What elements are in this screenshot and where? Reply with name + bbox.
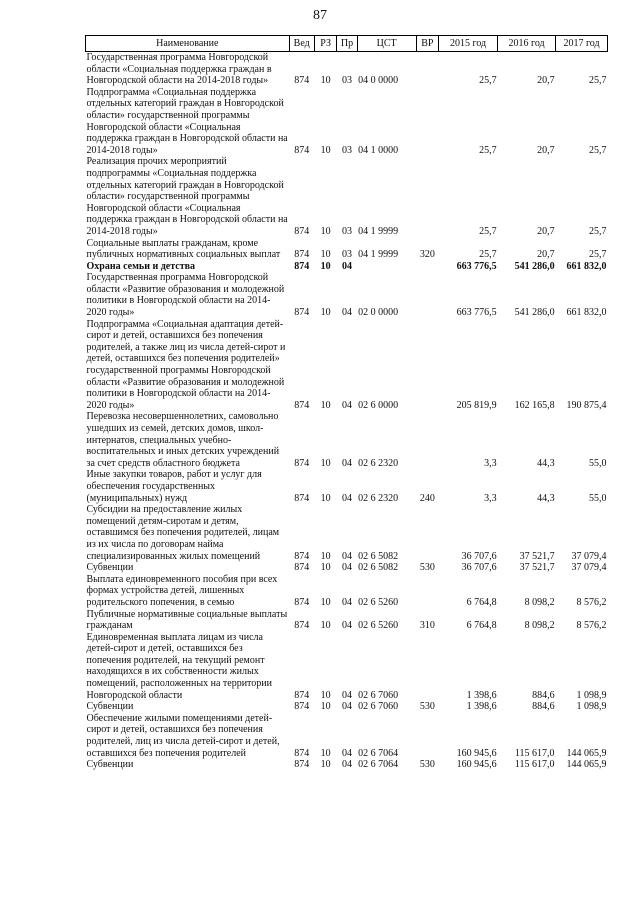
cell-2015: 3,3 (484, 492, 497, 504)
cell-cst (357, 261, 416, 273)
cell-vr (416, 319, 438, 412)
cell-vr (416, 504, 438, 562)
cell-2015: 160 945,6 (456, 747, 497, 759)
cell-pr: 04 (341, 562, 352, 574)
cell-ved: 874 (294, 492, 310, 504)
cell-2017: 661 832,0 (566, 307, 607, 319)
table-row (86, 713, 608, 759)
cell-2017: 25,7 (589, 75, 607, 87)
cell-2017: 55,0 (589, 492, 607, 504)
cell-ved: 874 (294, 307, 310, 319)
cell-2017: 55,0 (589, 457, 607, 469)
cell-2015: 1 398,6 (466, 701, 497, 713)
cell-pr: 04 (341, 596, 352, 608)
cell-2016: 44,3 (537, 457, 555, 469)
table-row (86, 574, 608, 609)
cell-cst: 02 6 7064 (358, 759, 399, 771)
cell-2016: 44,3 (537, 492, 555, 504)
cell-cst: 04 1 0000 (358, 144, 399, 156)
cell-2016: 8 098,2 (524, 620, 555, 632)
cell-rz: 10 (320, 759, 331, 771)
cell-rz: 10 (320, 620, 331, 632)
table-body (86, 52, 608, 771)
cell-name: Реализация прочих мероприятий подпрограммы «Социальная поддержка отдельных категорий граждан в Новгородской области» государственной программы Новгородской области «Социальная поддержка граждан в Новгородской области на 2014-2018 годы» (86, 156, 288, 237)
table-row (86, 238, 608, 261)
cell-ved: 874 (294, 75, 310, 87)
cell-cst: 02 6 7060 (358, 689, 399, 701)
cell-pr: 04 (341, 689, 352, 701)
cell-cst: 02 6 2320 (358, 492, 399, 504)
cell-name: Единовременная выплата лицам из числа детей-сирот и детей, оставшихся без попечения родителей, на текущий ремонт находящихся в их собственности жилых помещений, расположенных на территории Новгородской области (86, 631, 272, 701)
cell-name: Субвенции (86, 759, 134, 771)
cell-rz: 10 (320, 307, 331, 319)
cell-name: Субвенции (86, 701, 134, 713)
cell-rz: 10 (320, 457, 331, 469)
cell-vr: 320 (419, 249, 435, 261)
cell-2015: 663 776,5 (456, 260, 497, 272)
cell-name: Подпрограмма «Социальная поддержка отдельных категорий граждан в Новгородской области» государственной программы Новгородской области «Социальная поддержка граждан в Новгородской области на 2014-2018 годы» (86, 86, 288, 156)
cell-2016: 8 098,2 (524, 596, 555, 608)
cell-2016: 37 521,7 (519, 562, 555, 574)
cell-ved: 874 (294, 562, 310, 574)
cell-vr (416, 261, 438, 273)
cell-2017: 8 576,2 (576, 620, 607, 632)
cell-2017: 25,7 (589, 249, 607, 261)
cell-name: Государственная программа Новгородской области «Социальная поддержка граждан в Новгородской области на 2014-2018 годы» (86, 52, 272, 87)
cell-name: Иные закупки товаров, работ и услуг для обеспечения государственных (муниципальных) нужд (86, 469, 262, 504)
cell-cst: 02 6 7064 (358, 747, 399, 759)
cell-2015: 6 764,8 (466, 596, 497, 608)
header-2017: 2017 год (556, 36, 608, 52)
cell-ved: 874 (294, 620, 310, 632)
cell-pr: 04 (341, 399, 352, 411)
header-vr: ВР (416, 36, 438, 52)
header-cst: ЦСТ (357, 36, 416, 52)
cell-pr: 03 (341, 144, 352, 156)
cell-vr (416, 87, 438, 157)
header-2016: 2016 год (498, 36, 556, 52)
cell-2017: 1 098,9 (576, 689, 607, 701)
cell-rz: 10 (320, 689, 331, 701)
cell-name: Охрана семьи и детства (86, 260, 196, 272)
cell-2015: 36 707,6 (461, 562, 497, 574)
cell-pr: 04 (341, 492, 352, 504)
cell-name: Перевозка несовершеннолетних, самовольно ушедших из семей, детских домов, школ-интернатов, специальных учебно-воспитательных и иных детских учреждений за счет средств областного бюджета (86, 411, 280, 469)
cell-pr: 04 (341, 550, 352, 562)
budget-table (85, 35, 608, 771)
cell-name: Субсидии на предоставление жилых помещений детям-сиротам и детям, оставшимся без попечения родителей, лицам из их числа по договорам найма специализированных жилых помещений (86, 504, 280, 562)
cell-name: Публичные нормативные социальные выплаты гражданам (86, 608, 288, 632)
table-row (86, 156, 608, 237)
cell-2016: 20,7 (537, 249, 555, 261)
cell-name: Выплата единовременного пособия при всех формах устройства детей, лишенных родительского попечения, в семью (86, 573, 278, 608)
cell-cst: 02 0 0000 (358, 307, 399, 319)
cell-vr (416, 156, 438, 237)
cell-cst: 04 1 9999 (358, 249, 399, 261)
cell-2015: 3,3 (484, 457, 497, 469)
cell-2015: 160 945,6 (456, 759, 497, 771)
cell-pr: 03 (341, 249, 352, 261)
cell-2015: 6 764,8 (466, 620, 497, 632)
table-row (86, 504, 608, 562)
cell-pr: 03 (341, 225, 352, 237)
cell-vr: 530 (419, 562, 435, 574)
cell-pr: 04 (341, 457, 352, 469)
cell-ved: 874 (294, 457, 310, 469)
cell-ved: 874 (294, 701, 310, 713)
cell-pr: 04 (341, 701, 352, 713)
table-row (86, 562, 608, 574)
cell-2017: 37 079,4 (571, 562, 607, 574)
cell-cst: 02 6 5260 (358, 620, 399, 632)
cell-ved: 874 (294, 260, 310, 272)
cell-rz: 10 (320, 249, 331, 261)
cell-2017: 1 098,9 (576, 701, 607, 713)
cell-2016: 541 286,0 (514, 307, 555, 319)
cell-ved: 874 (294, 550, 310, 562)
cell-pr: 04 (341, 747, 352, 759)
table-row (86, 87, 608, 157)
cell-2017: 37 079,4 (571, 550, 607, 562)
cell-ved: 874 (294, 689, 310, 701)
cell-cst: 02 6 0000 (358, 399, 399, 411)
cell-2015: 25,7 (479, 249, 497, 261)
table-row (86, 701, 608, 713)
cell-pr: 04 (341, 620, 352, 632)
cell-2015: 663 776,5 (456, 307, 497, 319)
cell-rz: 10 (320, 260, 331, 272)
cell-2015: 25,7 (479, 75, 497, 87)
cell-cst: 02 6 5260 (358, 596, 399, 608)
cell-name: Субвенции (86, 562, 134, 574)
cell-2016: 115 617,0 (514, 759, 555, 771)
cell-vr: 530 (419, 701, 435, 713)
cell-cst: 02 6 5082 (358, 562, 399, 574)
table-row (86, 52, 608, 87)
cell-vr (416, 632, 438, 702)
cell-pr: 04 (341, 759, 352, 771)
cell-2017: 144 065,9 (566, 759, 607, 771)
cell-vr (416, 713, 438, 759)
cell-rz: 10 (320, 596, 331, 608)
cell-2015: 1 398,6 (466, 689, 497, 701)
page-number: 87 (313, 8, 327, 23)
table-row (86, 272, 608, 318)
cell-rz: 10 (320, 399, 331, 411)
table-row (86, 411, 608, 469)
cell-vr (416, 272, 438, 318)
cell-2016: 115 617,0 (514, 747, 555, 759)
cell-2015: 25,7 (479, 225, 497, 237)
cell-rz: 10 (320, 492, 331, 504)
cell-rz: 10 (320, 747, 331, 759)
cell-2015: 36 707,6 (461, 550, 497, 562)
cell-rz: 10 (320, 75, 331, 87)
cell-2017: 661 832,0 (566, 260, 607, 272)
cell-ved: 874 (294, 399, 310, 411)
cell-rz: 10 (320, 562, 331, 574)
cell-ved: 874 (294, 249, 310, 261)
cell-2017: 25,7 (589, 225, 607, 237)
cell-ved: 874 (294, 596, 310, 608)
cell-2016: 20,7 (537, 144, 555, 156)
cell-2016: 37 521,7 (519, 550, 555, 562)
cell-pr: 04 (341, 307, 352, 319)
cell-2017: 25,7 (589, 144, 607, 156)
cell-name: Социальные выплаты гражданам, кроме публичных нормативных социальных выплат (86, 237, 281, 261)
cell-2017: 144 065,9 (566, 747, 607, 759)
cell-vr: 530 (419, 759, 435, 771)
cell-2017: 190 875,4 (566, 399, 607, 411)
cell-2016: 884,6 (532, 689, 555, 701)
cell-ved: 874 (294, 759, 310, 771)
cell-2016: 162 165,8 (514, 399, 555, 411)
cell-vr: 240 (419, 492, 435, 504)
cell-pr: 04 (341, 260, 352, 272)
cell-rz: 10 (320, 550, 331, 562)
header-name: Наименование (86, 36, 290, 52)
cell-vr (416, 411, 438, 469)
cell-vr: 310 (419, 620, 435, 632)
cell-2016: 20,7 (537, 75, 555, 87)
cell-vr (416, 52, 438, 87)
cell-name: Государственная программа Новгородской области «Развитие образования и молодежной политики в Новгородской области на 2014-2020 годы» (86, 272, 285, 319)
cell-2015: 25,7 (479, 144, 497, 156)
cell-rz: 10 (320, 701, 331, 713)
header-rz: РЗ (314, 36, 336, 52)
cell-2015: 205 819,9 (456, 399, 497, 411)
cell-2017: 8 576,2 (576, 596, 607, 608)
table-row (86, 609, 608, 632)
table-row (86, 469, 608, 504)
cell-cst: 02 6 2320 (358, 457, 399, 469)
cell-name: Подпрограмма «Социальная адаптация детей-сирот и детей, оставшихся без попечения родителей, а также лиц из числа детей-сирот и детей, оставшихся без попечения родителей» государственной программы Новгородской области «Развитие образования и молодежной политики в Новгородской области на 2014-2020 годы» (86, 318, 286, 411)
cell-ved: 874 (294, 225, 310, 237)
cell-cst: 02 6 5082 (358, 550, 399, 562)
table-header-row (86, 36, 608, 52)
header-pr: Пр (337, 36, 357, 52)
cell-ved: 874 (294, 144, 310, 156)
cell-2016: 20,7 (537, 225, 555, 237)
cell-name: Обеспечение жилыми помещениями детей-сирот и детей, оставшихся без попечения родителей, лиц из числа детей-сирот и детей, оставшихся без попечения родителей (86, 712, 280, 759)
table-row (86, 319, 608, 412)
header-ved: Вед (289, 36, 314, 52)
cell-rz: 10 (320, 225, 331, 237)
cell-pr: 03 (341, 75, 352, 87)
cell-rz: 10 (320, 144, 331, 156)
cell-cst: 04 1 9999 (358, 225, 399, 237)
cell-cst: 02 6 7060 (358, 701, 399, 713)
cell-ved: 874 (294, 747, 310, 759)
table-row (86, 261, 608, 273)
cell-vr (416, 574, 438, 609)
header-2015: 2015 год (439, 36, 498, 52)
cell-2016: 541 286,0 (514, 260, 555, 272)
table-row (86, 632, 608, 702)
cell-cst: 04 0 0000 (358, 75, 399, 87)
table-row (86, 759, 608, 771)
cell-2016: 884,6 (532, 701, 555, 713)
